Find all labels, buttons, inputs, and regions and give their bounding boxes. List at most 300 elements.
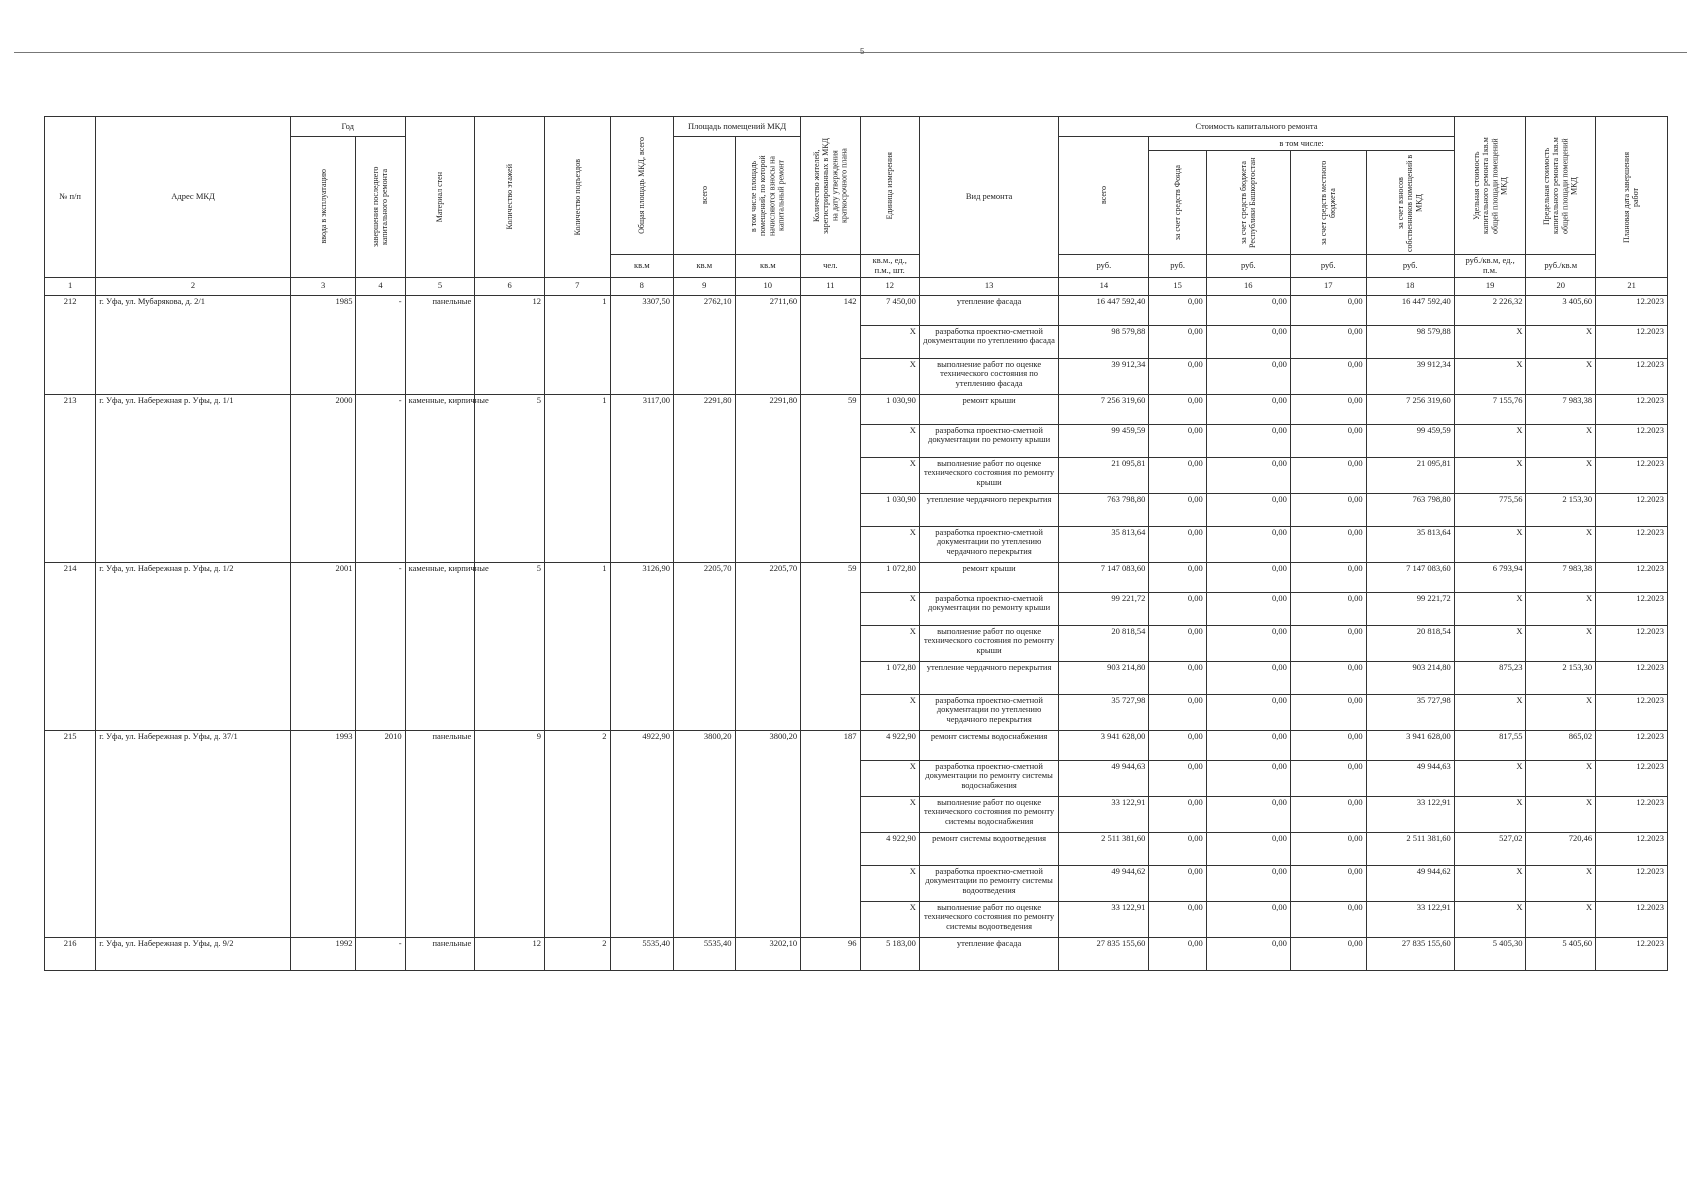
header-repair-kind: Вид ремонта xyxy=(919,117,1058,278)
table-row xyxy=(45,562,1668,592)
cell-cost-total: 35 727,98 xyxy=(1059,694,1149,730)
cell-floors: 5 xyxy=(475,562,545,730)
column-number: 6 xyxy=(475,277,545,295)
cell-residents: 142 xyxy=(801,295,860,394)
cell-fund: 0,00 xyxy=(1149,457,1206,493)
cell-address: г. Уфа, ул. Набережная р. Уфы, д. 9/2 xyxy=(96,937,291,970)
unit-16: руб. xyxy=(1206,255,1290,278)
cell-local-budget: 0,00 xyxy=(1290,796,1366,832)
unit-17: руб. xyxy=(1290,255,1366,278)
cell-entrances: 1 xyxy=(544,562,610,730)
cell-local-budget: 0,00 xyxy=(1290,325,1366,358)
cell-plan-date: 12.2023 xyxy=(1596,394,1668,424)
cell-local-budget: 0,00 xyxy=(1290,832,1366,865)
cell-fund: 0,00 xyxy=(1149,295,1206,325)
cell-repair-kind: ремонт системы водоотведения xyxy=(919,832,1058,865)
cell-fund: 0,00 xyxy=(1149,730,1206,760)
page-mark: 5 xyxy=(860,47,865,56)
cell-rb-budget: 0,00 xyxy=(1206,562,1290,592)
cell-floors: 12 xyxy=(475,937,545,970)
cell-specific-cost: X xyxy=(1454,901,1526,937)
column-number: 4 xyxy=(356,277,405,295)
cell-owners: 33 122,91 xyxy=(1366,796,1454,832)
cell-owners: 7 147 083,60 xyxy=(1366,562,1454,592)
cell-wall-material: панельные xyxy=(405,937,475,970)
table-row xyxy=(45,730,1668,760)
cell-rb-budget: 0,00 xyxy=(1206,295,1290,325)
column-number: 21 xyxy=(1596,277,1668,295)
cell-limit-cost: X xyxy=(1526,526,1596,562)
cell-fund: 0,00 xyxy=(1149,526,1206,562)
column-number: 11 xyxy=(801,277,860,295)
cell-local-budget: 0,00 xyxy=(1290,937,1366,970)
column-number: 13 xyxy=(919,277,1058,295)
cell-row-number: 216 xyxy=(45,937,96,970)
cell-limit-cost: X xyxy=(1526,901,1596,937)
cell-owners: 49 944,63 xyxy=(1366,760,1454,796)
header-owners: за счет взносов собственников помещений в МКД xyxy=(1366,151,1454,255)
cell-owners: 35 813,64 xyxy=(1366,526,1454,562)
cell-rb-budget: 0,00 xyxy=(1206,832,1290,865)
cell-local-budget: 0,00 xyxy=(1290,493,1366,526)
header-local-budget: за счет средств местного бюджета xyxy=(1290,151,1366,255)
cell-local-budget: 0,00 xyxy=(1290,562,1366,592)
cell-rb-budget: 0,00 xyxy=(1206,901,1290,937)
cell-repair-kind: ремонт системы водоснабжения xyxy=(919,730,1058,760)
cell-owners: 21 095,81 xyxy=(1366,457,1454,493)
cell-entrances: 1 xyxy=(544,394,610,562)
cell-plan-date: 12.2023 xyxy=(1596,937,1668,970)
cell-fund: 0,00 xyxy=(1149,562,1206,592)
cell-plan-date: 12.2023 xyxy=(1596,661,1668,694)
cell-limit-cost: X xyxy=(1526,694,1596,730)
column-number: 12 xyxy=(860,277,919,295)
cell-owners: 7 256 319,60 xyxy=(1366,394,1454,424)
cell-specific-cost: 5 405,30 xyxy=(1454,937,1526,970)
cell-local-budget: 0,00 xyxy=(1290,526,1366,562)
cell-rb-budget: 0,00 xyxy=(1206,493,1290,526)
cell-owners: 27 835 155,60 xyxy=(1366,937,1454,970)
cell-plan-date: 12.2023 xyxy=(1596,832,1668,865)
cell-year-repair: - xyxy=(356,937,405,970)
cell-year-built: 2001 xyxy=(290,562,356,730)
cell-limit-cost: X xyxy=(1526,760,1596,796)
cell-cost-total: 39 912,34 xyxy=(1059,358,1149,394)
cell-cost-total: 3 941 628,00 xyxy=(1059,730,1149,760)
cell-repair-kind: разработка проектно-сметной документации по утеплению чердачного перекрытия xyxy=(919,526,1058,562)
cell-fund: 0,00 xyxy=(1149,592,1206,625)
cell-cost-total: 99 459,59 xyxy=(1059,424,1149,457)
cell-rb-budget: 0,00 xyxy=(1206,937,1290,970)
cell-row-number: 215 xyxy=(45,730,96,937)
cell-cost-total: 33 122,91 xyxy=(1059,901,1149,937)
cell-rb-budget: 0,00 xyxy=(1206,625,1290,661)
header-cost-group: Стоимость капитального ремонта xyxy=(1059,117,1454,137)
unit-14: руб. xyxy=(1059,255,1149,278)
column-number: 19 xyxy=(1454,277,1526,295)
cell-plan-date: 12.2023 xyxy=(1596,694,1668,730)
header-wall-material: Материал стен xyxy=(405,117,475,278)
column-number: 8 xyxy=(610,277,674,295)
cell-specific-cost: 775,56 xyxy=(1454,493,1526,526)
cell-residents: 59 xyxy=(801,394,860,562)
capital-repair-plan-table xyxy=(44,116,1668,971)
cell-cost-total: 27 835 155,60 xyxy=(1059,937,1149,970)
cell-year-built: 1985 xyxy=(290,295,356,394)
cell-local-budget: 0,00 xyxy=(1290,358,1366,394)
cell-specific-cost: X xyxy=(1454,760,1526,796)
cell-repair-kind: выполнение работ по оценке технического состояния по ремонту крыши xyxy=(919,625,1058,661)
cell-cost-total: 98 579,88 xyxy=(1059,325,1149,358)
header-area-all: всего xyxy=(674,137,735,255)
cell-wall-material: панельные xyxy=(405,295,475,394)
cell-area-fee: 2291,80 xyxy=(735,394,801,562)
column-number: 14 xyxy=(1059,277,1149,295)
unit-11: чел. xyxy=(801,255,860,278)
cell-year-repair: - xyxy=(356,562,405,730)
cell-rb-budget: 0,00 xyxy=(1206,358,1290,394)
cell-year-built: 1993 xyxy=(290,730,356,937)
cell-residents: 59 xyxy=(801,562,860,730)
cell-fund: 0,00 xyxy=(1149,937,1206,970)
cell-repair-kind: выполнение работ по оценке технического состояния по ремонту системы водоснабжения xyxy=(919,796,1058,832)
cell-owners: 903 214,80 xyxy=(1366,661,1454,694)
cell-rb-budget: 0,00 xyxy=(1206,730,1290,760)
cell-repair-kind: выполнение работ по оценке технического состояния по ремонту системы водоотведения xyxy=(919,901,1058,937)
cell-unit: 1 072,80 xyxy=(860,661,919,694)
cell-unit: X xyxy=(860,592,919,625)
cell-limit-cost: 5 405,60 xyxy=(1526,937,1596,970)
cell-local-budget: 0,00 xyxy=(1290,394,1366,424)
cell-limit-cost: 2 153,30 xyxy=(1526,493,1596,526)
cell-fund: 0,00 xyxy=(1149,424,1206,457)
cell-total-area: 3117,00 xyxy=(610,394,674,562)
cell-plan-date: 12.2023 xyxy=(1596,295,1668,325)
cell-year-built: 1992 xyxy=(290,937,356,970)
unit-19: руб./кв.м, ед., п.м. xyxy=(1454,255,1526,278)
header-specific-cost: Удельная стоимость капитального ремонта 1кв.м общей площади помещений МКД xyxy=(1454,117,1526,255)
cell-row-number: 214 xyxy=(45,562,96,730)
cell-specific-cost: X xyxy=(1454,424,1526,457)
cell-cost-total: 49 944,63 xyxy=(1059,760,1149,796)
cell-rb-budget: 0,00 xyxy=(1206,394,1290,424)
cell-wall-material: панельные xyxy=(405,730,475,937)
cell-owners: 16 447 592,40 xyxy=(1366,295,1454,325)
cell-plan-date: 12.2023 xyxy=(1596,730,1668,760)
column-number: 1 xyxy=(45,277,96,295)
cell-limit-cost: 720,46 xyxy=(1526,832,1596,865)
header-area-group: Площадь помещений МКД xyxy=(674,117,801,137)
header-row-number: № п/п xyxy=(45,117,96,278)
cell-specific-cost: 7 155,76 xyxy=(1454,394,1526,424)
cell-unit: X xyxy=(860,865,919,901)
column-number: 3 xyxy=(290,277,356,295)
header-total-area: Общая площадь МКД, всего xyxy=(610,117,674,255)
cell-fund: 0,00 xyxy=(1149,796,1206,832)
cell-unit: X xyxy=(860,901,919,937)
cell-limit-cost: X xyxy=(1526,424,1596,457)
cell-owners: 3 941 628,00 xyxy=(1366,730,1454,760)
cell-row-number: 213 xyxy=(45,394,96,562)
column-number: 18 xyxy=(1366,277,1454,295)
cell-unit: 4 922,90 xyxy=(860,832,919,865)
cell-cost-total: 99 221,72 xyxy=(1059,592,1149,625)
cell-limit-cost: 3 405,60 xyxy=(1526,295,1596,325)
cell-owners: 99 459,59 xyxy=(1366,424,1454,457)
cell-plan-date: 12.2023 xyxy=(1596,424,1668,457)
cell-address: г. Уфа, ул. Набережная р. Уфы, д. 1/1 xyxy=(96,394,291,562)
cell-area-fee: 3202,10 xyxy=(735,937,801,970)
cell-rb-budget: 0,00 xyxy=(1206,325,1290,358)
cell-fund: 0,00 xyxy=(1149,832,1206,865)
cell-plan-date: 12.2023 xyxy=(1596,796,1668,832)
cell-repair-kind: выполнение работ по оценке технического состояния по утеплению фасада xyxy=(919,358,1058,394)
cell-local-budget: 0,00 xyxy=(1290,625,1366,661)
header-unit: Единица измерения xyxy=(860,117,919,255)
header-cost-total: всего xyxy=(1059,137,1149,255)
cell-entrances: 1 xyxy=(544,295,610,394)
cell-area-all: 2205,70 xyxy=(674,562,735,730)
cell-floors: 5 xyxy=(475,394,545,562)
cell-repair-kind: выполнение работ по оценке технического состояния по ремонту крыши xyxy=(919,457,1058,493)
cell-limit-cost: X xyxy=(1526,325,1596,358)
cell-plan-date: 12.2023 xyxy=(1596,901,1668,937)
cell-unit: X xyxy=(860,526,919,562)
page-top-rule xyxy=(14,52,1687,53)
cell-area-fee: 2205,70 xyxy=(735,562,801,730)
cell-local-budget: 0,00 xyxy=(1290,661,1366,694)
cell-specific-cost: 875,23 xyxy=(1454,661,1526,694)
cell-plan-date: 12.2023 xyxy=(1596,358,1668,394)
cell-owners: 35 727,98 xyxy=(1366,694,1454,730)
cell-unit: X xyxy=(860,457,919,493)
cell-repair-kind: разработка проектно-сметной документации по ремонту крыши xyxy=(919,592,1058,625)
cell-repair-kind: ремонт крыши xyxy=(919,394,1058,424)
cell-rb-budget: 0,00 xyxy=(1206,661,1290,694)
cell-fund: 0,00 xyxy=(1149,901,1206,937)
cell-owners: 98 579,88 xyxy=(1366,325,1454,358)
column-number: 2 xyxy=(96,277,291,295)
cell-repair-kind: разработка проектно-сметной документации по ремонту системы водоснабжения xyxy=(919,760,1058,796)
cell-local-budget: 0,00 xyxy=(1290,865,1366,901)
cell-specific-cost: X xyxy=(1454,592,1526,625)
table-row xyxy=(45,394,1668,424)
cell-residents: 187 xyxy=(801,730,860,937)
cell-owners: 763 798,80 xyxy=(1366,493,1454,526)
cell-total-area: 4922,90 xyxy=(610,730,674,937)
column-number: 15 xyxy=(1149,277,1206,295)
column-number: 5 xyxy=(405,277,475,295)
cell-limit-cost: X xyxy=(1526,625,1596,661)
cell-rb-budget: 0,00 xyxy=(1206,865,1290,901)
cell-fund: 0,00 xyxy=(1149,325,1206,358)
cell-address: г. Уфа, ул. Набережная р. Уфы, д. 37/1 xyxy=(96,730,291,937)
cell-limit-cost: X xyxy=(1526,865,1596,901)
header-residents: Количество жителей, зарегистрированных в МКД на дату утверждения краткосрочного плана xyxy=(801,117,860,255)
cell-wall-material: каменные, кирпичные xyxy=(405,394,475,562)
cell-unit: 4 922,90 xyxy=(860,730,919,760)
cell-local-budget: 0,00 xyxy=(1290,457,1366,493)
cell-owners: 49 944,62 xyxy=(1366,865,1454,901)
table-body xyxy=(45,295,1668,970)
cell-specific-cost: 2 226,32 xyxy=(1454,295,1526,325)
cell-year-repair: - xyxy=(356,394,405,562)
cell-unit: 5 183,00 xyxy=(860,937,919,970)
header-area-fee: в том числе площадь помещений, по которой начисляются взносы на капитальный ремонт xyxy=(735,137,801,255)
cell-row-number: 212 xyxy=(45,295,96,394)
cell-plan-date: 12.2023 xyxy=(1596,592,1668,625)
cell-year-built: 2000 xyxy=(290,394,356,562)
cell-fund: 0,00 xyxy=(1149,358,1206,394)
cell-fund: 0,00 xyxy=(1149,493,1206,526)
cell-limit-cost: 2 153,30 xyxy=(1526,661,1596,694)
unit-15: руб. xyxy=(1149,255,1206,278)
cell-limit-cost: X xyxy=(1526,796,1596,832)
unit-18: руб. xyxy=(1366,255,1454,278)
cell-floors: 12 xyxy=(475,295,545,394)
cell-cost-total: 21 095,81 xyxy=(1059,457,1149,493)
cell-cost-total: 49 944,62 xyxy=(1059,865,1149,901)
cell-specific-cost: 6 793,94 xyxy=(1454,562,1526,592)
cell-limit-cost: X xyxy=(1526,592,1596,625)
cell-unit: X xyxy=(860,760,919,796)
cell-area-all: 2291,80 xyxy=(674,394,735,562)
cell-unit: X xyxy=(860,694,919,730)
cell-fund: 0,00 xyxy=(1149,625,1206,661)
header-plan-date: Плановая дата завершения работ xyxy=(1596,117,1668,278)
header-entrances: Количество подъездов xyxy=(544,117,610,278)
column-number: 16 xyxy=(1206,277,1290,295)
cell-cost-total: 33 122,91 xyxy=(1059,796,1149,832)
cell-residents: 96 xyxy=(801,937,860,970)
cell-cost-total: 7 256 319,60 xyxy=(1059,394,1149,424)
cell-specific-cost: 527,02 xyxy=(1454,832,1526,865)
cell-owners: 39 912,34 xyxy=(1366,358,1454,394)
cell-cost-total: 20 818,54 xyxy=(1059,625,1149,661)
cell-limit-cost: X xyxy=(1526,358,1596,394)
cell-entrances: 2 xyxy=(544,730,610,937)
cell-specific-cost: X xyxy=(1454,325,1526,358)
cell-unit: X xyxy=(860,424,919,457)
cell-specific-cost: X xyxy=(1454,625,1526,661)
cell-address: г. Уфа, ул. Набережная р. Уфы, д. 1/2 xyxy=(96,562,291,730)
cell-entrances: 2 xyxy=(544,937,610,970)
header-year-repair: завершения последнего капитального ремонта xyxy=(356,137,405,278)
cell-unit: X xyxy=(860,625,919,661)
cell-local-budget: 0,00 xyxy=(1290,592,1366,625)
column-number: 7 xyxy=(544,277,610,295)
cell-plan-date: 12.2023 xyxy=(1596,562,1668,592)
header-floors: Количество этажей xyxy=(475,117,545,278)
cell-floors: 9 xyxy=(475,730,545,937)
cell-specific-cost: X xyxy=(1454,358,1526,394)
cell-plan-date: 12.2023 xyxy=(1596,526,1668,562)
cell-local-budget: 0,00 xyxy=(1290,901,1366,937)
cell-specific-cost: X xyxy=(1454,694,1526,730)
cell-owners: 33 122,91 xyxy=(1366,901,1454,937)
cell-specific-cost: X xyxy=(1454,526,1526,562)
cell-local-budget: 0,00 xyxy=(1290,694,1366,730)
cell-rb-budget: 0,00 xyxy=(1206,592,1290,625)
table-row xyxy=(45,937,1668,970)
cell-area-all: 2762,10 xyxy=(674,295,735,394)
cell-repair-kind: утепление чердачного перекрытия xyxy=(919,493,1058,526)
cell-repair-kind: утепление фасада xyxy=(919,295,1058,325)
cell-rb-budget: 0,00 xyxy=(1206,694,1290,730)
cell-limit-cost: 7 983,38 xyxy=(1526,562,1596,592)
table-row xyxy=(45,295,1668,325)
cell-plan-date: 12.2023 xyxy=(1596,760,1668,796)
column-number: 9 xyxy=(674,277,735,295)
cell-unit: X xyxy=(860,796,919,832)
cell-unit: 1 030,90 xyxy=(860,394,919,424)
cell-limit-cost: X xyxy=(1526,457,1596,493)
column-number: 20 xyxy=(1526,277,1596,295)
cell-owners: 20 818,54 xyxy=(1366,625,1454,661)
cell-year-repair: - xyxy=(356,295,405,394)
cell-cost-total: 7 147 083,60 xyxy=(1059,562,1149,592)
cell-specific-cost: X xyxy=(1454,865,1526,901)
cell-local-budget: 0,00 xyxy=(1290,760,1366,796)
cell-local-budget: 0,00 xyxy=(1290,424,1366,457)
cell-rb-budget: 0,00 xyxy=(1206,760,1290,796)
cell-limit-cost: 7 983,38 xyxy=(1526,394,1596,424)
cell-repair-kind: утепление чердачного перекрытия xyxy=(919,661,1058,694)
cell-area-fee: 3800,20 xyxy=(735,730,801,937)
cell-repair-kind: разработка проектно-сметной документации по утеплению чердачного перекрытия xyxy=(919,694,1058,730)
cell-specific-cost: X xyxy=(1454,457,1526,493)
cell-fund: 0,00 xyxy=(1149,661,1206,694)
cell-plan-date: 12.2023 xyxy=(1596,865,1668,901)
cell-fund: 0,00 xyxy=(1149,394,1206,424)
cell-unit: 1 030,90 xyxy=(860,493,919,526)
cell-fund: 0,00 xyxy=(1149,694,1206,730)
cell-unit: X xyxy=(860,325,919,358)
cell-cost-total: 903 214,80 xyxy=(1059,661,1149,694)
cell-repair-kind: утепление фасада xyxy=(919,937,1058,970)
cell-local-budget: 0,00 xyxy=(1290,730,1366,760)
cell-plan-date: 12.2023 xyxy=(1596,625,1668,661)
cell-owners: 99 221,72 xyxy=(1366,592,1454,625)
unit-10: кв.м xyxy=(735,255,801,278)
unit-12: кв.м., ед., п.м., шт. xyxy=(860,255,919,278)
cell-year-repair: 2010 xyxy=(356,730,405,937)
cell-repair-kind: ремонт крыши xyxy=(919,562,1058,592)
cell-rb-budget: 0,00 xyxy=(1206,526,1290,562)
unit-20: руб./кв.м xyxy=(1526,255,1596,278)
cell-area-all: 3800,20 xyxy=(674,730,735,937)
cell-unit: 1 072,80 xyxy=(860,562,919,592)
cell-cost-total: 763 798,80 xyxy=(1059,493,1149,526)
cell-repair-kind: разработка проектно-сметной документации по ремонту крыши xyxy=(919,424,1058,457)
header-address: Адрес МКД xyxy=(96,117,291,278)
header-year-built: ввода в эксплуатацию xyxy=(290,137,356,278)
cell-total-area: 3126,90 xyxy=(610,562,674,730)
cell-plan-date: 12.2023 xyxy=(1596,457,1668,493)
cell-rb-budget: 0,00 xyxy=(1206,424,1290,457)
cell-fund: 0,00 xyxy=(1149,760,1206,796)
unit-8: кв.м xyxy=(610,255,674,278)
cell-area-fee: 2711,60 xyxy=(735,295,801,394)
cell-unit: X xyxy=(860,358,919,394)
cell-rb-budget: 0,00 xyxy=(1206,457,1290,493)
cell-wall-material: каменные, кирпичные xyxy=(405,562,475,730)
cell-specific-cost: X xyxy=(1454,796,1526,832)
cell-address: г. Уфа, ул. Мубарякова, д. 2/1 xyxy=(96,295,291,394)
cell-repair-kind: разработка проектно-сметной документации по утеплению фасада xyxy=(919,325,1058,358)
unit-9: кв.м xyxy=(674,255,735,278)
header-including: в том числе: xyxy=(1149,137,1454,151)
